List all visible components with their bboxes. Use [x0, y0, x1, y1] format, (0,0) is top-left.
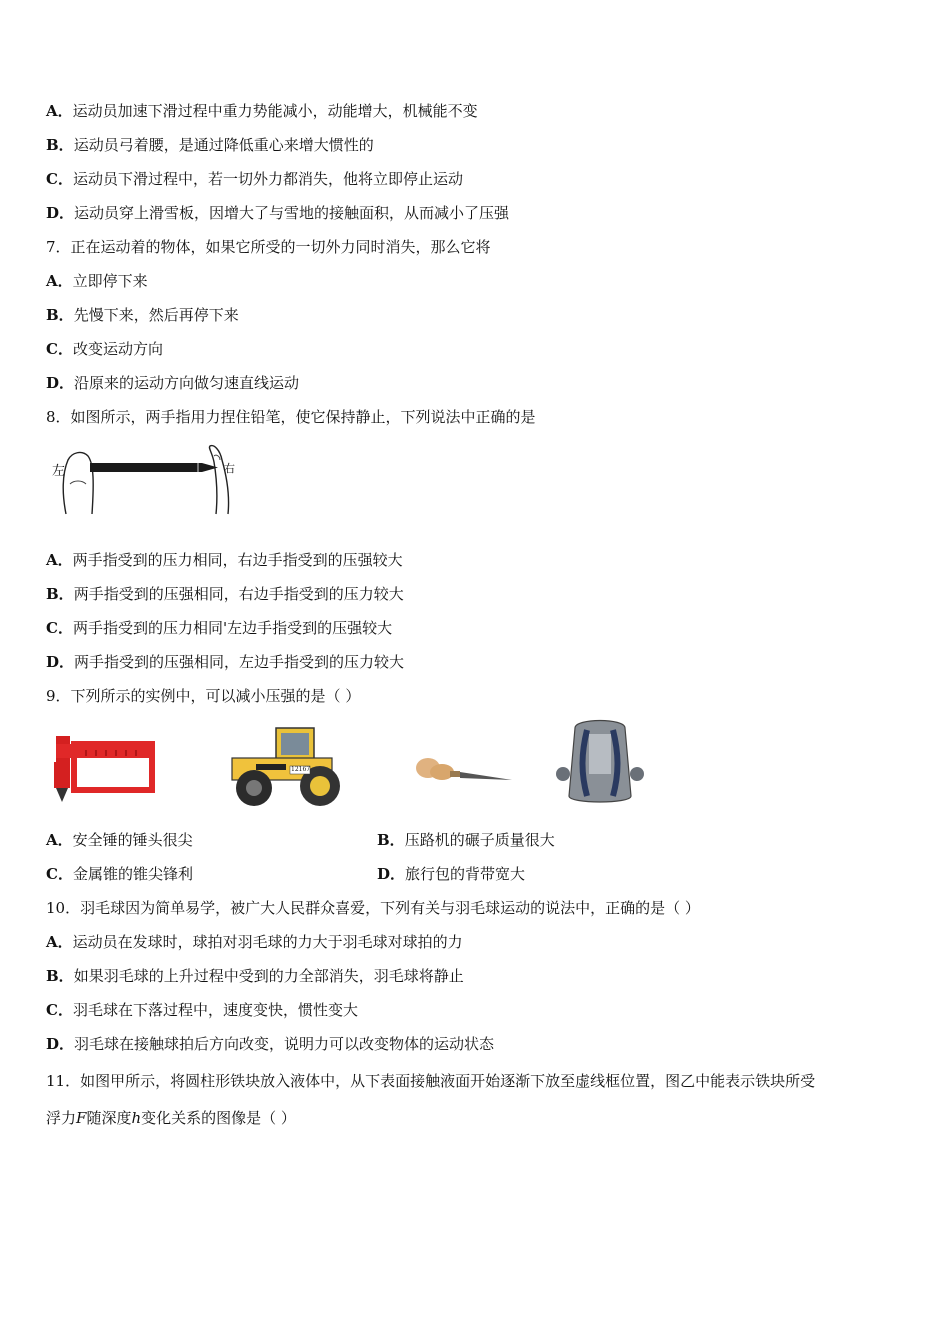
q7-option-b — [46, 305, 239, 325]
option-label: D． — [46, 374, 75, 392]
option-text: 运动员穿上滑雪板，因增大了与雪地的接触面积，从而减小了压强 — [74, 204, 510, 222]
option-text: 两手指受到的压强相同，左边手指受到的压力较大 — [74, 653, 405, 671]
option-label: C． — [46, 170, 73, 188]
option-label: D． — [46, 204, 75, 222]
option-text: 立即停下来 — [72, 272, 148, 290]
q11-text-part: 随深度 — [86, 1109, 132, 1127]
option-text: 羽毛球在下落过程中，速度变快，惯性变大 — [72, 1001, 358, 1019]
option-label: A． — [46, 102, 73, 120]
q11-stem-line2 — [46, 1108, 296, 1128]
safety-hammer-image — [46, 730, 156, 806]
q8-stem: 8．如图所示，两手指用力捏住铅笔，使它保持静止，下列说法中正确的是 — [46, 408, 536, 426]
option-text: 两手指受到的压力相同'左边手指受到的压强较大 — [72, 619, 393, 637]
option-label: B． — [377, 831, 405, 849]
option-text: 金属锥的锥尖锋利 — [72, 865, 193, 883]
q9-option-b — [377, 830, 555, 850]
option-label: D． — [46, 653, 75, 671]
option-label: A． — [46, 272, 73, 290]
right-fingernail — [214, 455, 220, 460]
label-right: 右 — [224, 462, 235, 475]
option-label: A． — [46, 831, 73, 849]
q7-stem: 7．正在运动着的物体，如果它所受的一切外力同时消失，那么它将 — [46, 238, 491, 256]
option-text: 两手指受到的压力相同，右边手指受到的压强较大 — [72, 551, 403, 569]
option-text: 沿原来的运动方向做匀速直线运动 — [74, 374, 300, 392]
q6-option-c — [46, 169, 463, 189]
q8-option-a — [46, 550, 403, 570]
left-fingernail — [70, 481, 86, 484]
q11-text-part: 浮力 — [46, 1109, 77, 1127]
q7-option-d — [46, 373, 299, 393]
road-roller-image — [226, 724, 350, 808]
option-label: B． — [46, 967, 74, 985]
roller-plate-number: 12167 — [291, 766, 311, 773]
backpack-image — [553, 714, 647, 808]
q6-option-b — [46, 135, 374, 155]
option-label: C． — [46, 619, 73, 637]
option-text: 安全锤的锤头很尖 — [72, 831, 193, 849]
option-label: D． — [377, 865, 406, 883]
metal-awl-image — [412, 742, 516, 792]
q10-option-d — [46, 1034, 494, 1054]
option-label: A． — [46, 551, 73, 569]
q11-var-h: h — [131, 1109, 142, 1127]
option-text: 两手指受到的压强相同，右边手指受到的压力较大 — [73, 585, 404, 603]
q6-option-a — [46, 101, 478, 121]
option-text: 运动员下滑过程中，若一切外力都消失，他将立即停止运动 — [72, 170, 463, 188]
left-finger — [63, 453, 93, 514]
option-text: 羽毛球在接触球拍后方向改变，说明力可以改变物体的运动状态 — [74, 1035, 495, 1053]
q10-stem: 10．羽毛球因为简单易学，被广大人民群众喜爱，下列有关与羽毛球运动的说法中，正确的是（ ） — [46, 899, 700, 917]
q7-option-c — [46, 339, 163, 359]
q8-option-c — [46, 618, 392, 638]
q8-option-d — [46, 652, 404, 672]
option-label: D． — [46, 1035, 75, 1053]
option-text: 先慢下来，然后再停下来 — [73, 306, 239, 324]
option-label: A． — [46, 933, 73, 951]
q7-option-a — [46, 271, 148, 291]
option-label: C． — [46, 1001, 73, 1019]
option-text: 旅行包的背带宽大 — [405, 865, 526, 883]
option-text: 运动员弓着腰，是通过降低重心来增大惯性的 — [73, 136, 374, 154]
option-text: 改变运动方向 — [72, 340, 163, 358]
q8-option-b — [46, 584, 404, 604]
q9-option-d — [377, 864, 525, 884]
pencil-body — [90, 463, 202, 472]
option-label: B． — [46, 306, 74, 324]
option-text: 运动员在发球时，球拍对羽毛球的力大于羽毛球对球拍的力 — [72, 933, 463, 951]
right-finger — [209, 446, 228, 514]
q9-stem: 9．下列所示的实例中，可以减小压强的是（ ） — [46, 687, 361, 705]
q10-option-b — [46, 966, 464, 986]
pencil-fingers-figure — [48, 444, 240, 518]
label-left: 左 — [52, 464, 66, 479]
q10-option-a — [46, 932, 463, 952]
q9-option-a — [46, 830, 193, 850]
option-label: B． — [46, 136, 74, 154]
option-text: 压路机的碾子质量很大 — [404, 831, 555, 849]
pencil-figure-svg — [48, 444, 240, 518]
option-text: 如果羽毛球的上升过程中受到的力全部消失，羽毛球将静止 — [73, 967, 464, 985]
q11-text-part: 变化关系的图像是（ ） — [141, 1109, 296, 1127]
q11-var-f: F — [76, 1109, 87, 1127]
option-text: 运动员加速下滑过程中重力势能减小，动能增大，机械能不变 — [72, 102, 478, 120]
option-label: B． — [46, 585, 74, 603]
option-label: C． — [46, 865, 73, 883]
q9-option-c — [46, 864, 193, 884]
option-label: C． — [46, 340, 73, 358]
q10-option-c — [46, 1000, 358, 1020]
q11-stem-line1: 11．如图甲所示，将圆柱形铁块放入液体中，从下表面接触液面开始逐渐下放至虚线框位置，图乙中能表示铁块所受 — [46, 1072, 816, 1090]
q6-option-d — [46, 203, 509, 223]
